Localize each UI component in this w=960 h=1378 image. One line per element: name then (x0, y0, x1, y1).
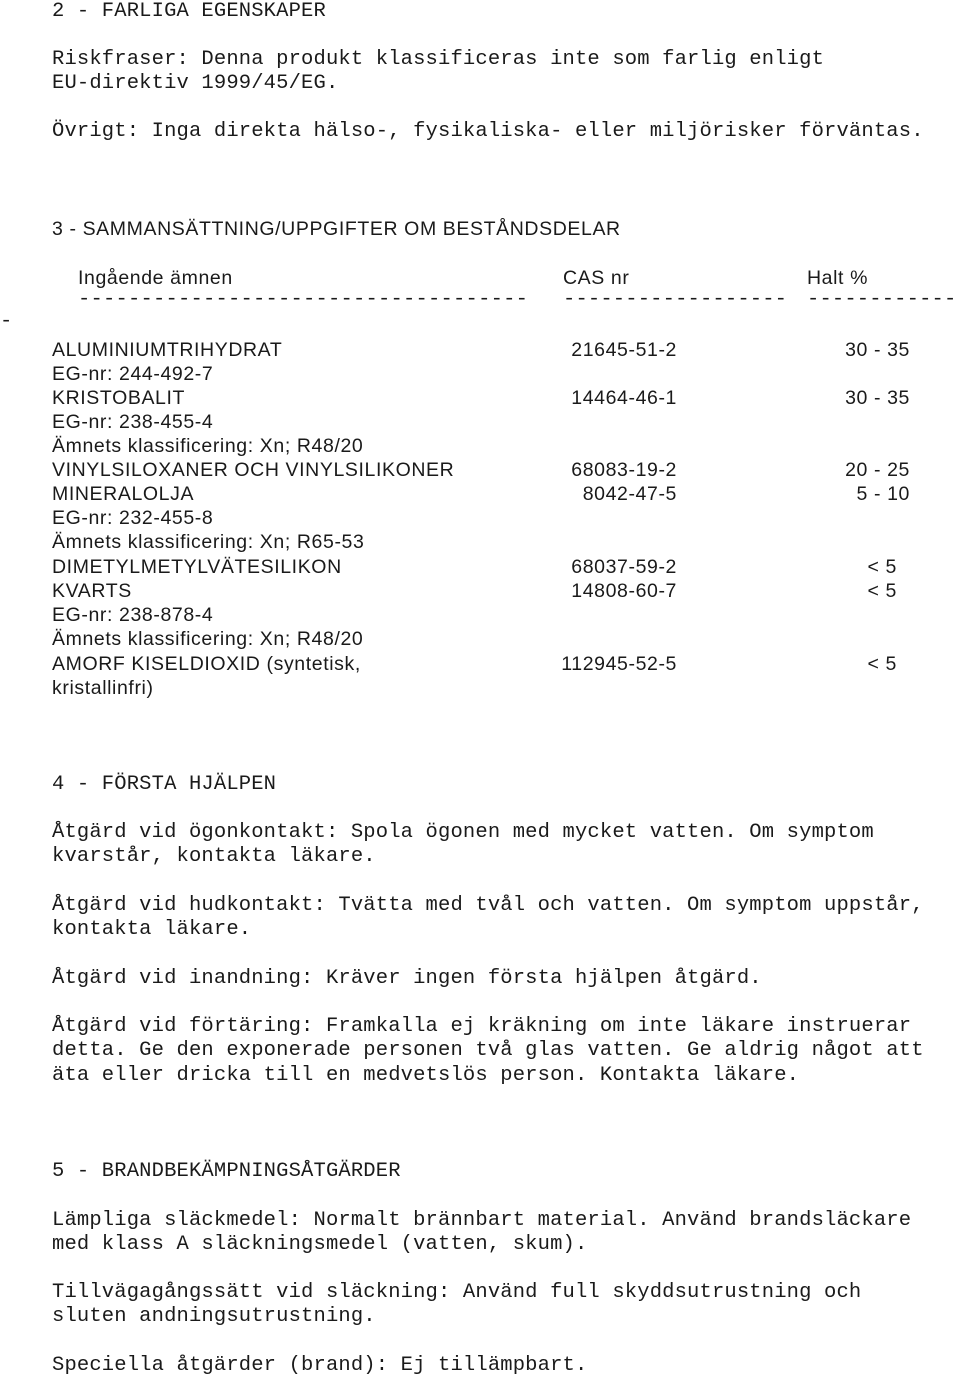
ingestion-line-2: detta. Ge den exponerade personen två glas vatten. Ge aldrig något att (52, 1039, 924, 1062)
ingredient-name: Ämnets klassificering: Xn; R65-53 (52, 531, 365, 553)
cas-number: 112945-52-5 (561, 653, 677, 675)
skin-contact-line-1: Åtgärd vid hudkontakt: Tvätta med tvål och vatten. Om symptom uppstår, (52, 894, 924, 917)
ingredient-name: EG-nr: 244-492-7 (52, 363, 214, 385)
cas-number: 8042-47-5 (582, 483, 677, 505)
extinguishing-media-line-2: med klass A släckningsmedel (vatten, skum). (52, 1233, 588, 1256)
cas-number: 14464-46-1 (571, 387, 677, 409)
concentration: < 5 (867, 653, 897, 675)
section-4-heading: 4 - FÖRSTA HJÄLPEN (52, 773, 277, 796)
header-rule-cas: ------------------ (563, 288, 788, 311)
column-header-ingredients: Ingående ämnen (78, 267, 233, 289)
extinguishing-media-line-1: Lämpliga släckmedel: Normalt brännbart material. Använd brandsläckare (52, 1209, 912, 1232)
skin-contact-line-2: kontakta läkare. (52, 918, 252, 941)
eye-contact-line-2: kvarstår, kontakta läkare. (52, 845, 376, 868)
concentration: 5 - 10 (856, 483, 910, 505)
eye-contact-line-1: Åtgärd vid ögonkontakt: Spola ögonen med mycket vatten. Om symptom (52, 821, 874, 844)
ingredient-name: KRISTOBALIT (52, 387, 186, 409)
ingredient-name: MINERALOLJA (52, 483, 195, 505)
risk-phrases-line-2: EU-direktiv 1999/45/EG. (52, 72, 339, 95)
column-header-cas: CAS nr (563, 267, 630, 289)
ingestion-line-1: Åtgärd vid förtäring: Framkalla ej kräkning om inte läkare instruerar (52, 1015, 912, 1038)
firefighting-procedure-line-1: Tillvägagångssätt vid släckning: Använd full skyddsutrustning och (52, 1281, 862, 1304)
ingredient-name: VINYLSILOXANER OCH VINYLSILIKONER (52, 459, 455, 481)
ingredient-name: EG-nr: 232-455-8 (52, 507, 214, 529)
ingredient-name: DIMETYLMETYLVÄTESILIKON (52, 556, 342, 578)
ingredient-name: KVARTS (52, 580, 132, 602)
section-5-heading: 5 - BRANDBEKÄMPNINGSÅTGÄRDER (52, 1160, 401, 1183)
column-header-halt: Halt % (807, 267, 869, 289)
risk-phrases-line-1: Riskfraser: Denna produkt klassificeras inte som farlig enligt (52, 48, 825, 71)
ingredient-name: EG-nr: 238-878-4 (52, 604, 214, 626)
cas-number: 14808-60-7 (571, 580, 677, 602)
special-measures-line-1: Speciella åtgärder (brand): Ej tillämpbart. (52, 1354, 588, 1377)
concentration: < 5 (867, 580, 897, 602)
cas-number: 21645-51-2 (571, 339, 677, 361)
ingredient-name: kristallinfri) (52, 677, 154, 699)
cas-number: 68083-19-2 (571, 459, 677, 481)
header-rule-wrap: - (0, 310, 13, 333)
firefighting-procedure-line-2: sluten andningsutrustning. (52, 1305, 376, 1328)
concentration: 20 - 25 (845, 459, 910, 481)
section-2-heading: 2 - FARLIGA EGENSKAPER (52, 0, 326, 23)
cas-number: 68037-59-2 (571, 556, 677, 578)
ingredient-name: Ämnets klassificering: Xn; R48/20 (52, 435, 364, 457)
ingredient-name: EG-nr: 238-455-4 (52, 411, 214, 433)
inhalation-line-1: Åtgärd vid inandning: Kräver ingen första hjälpen åtgärd. (52, 967, 762, 990)
other-hazards: Övrigt: Inga direkta hälso-, fysikaliska- eller miljörisker förväntas. (52, 120, 924, 143)
section-3-heading: 3 - SAMMANSÄTTNING/UPPGIFTER OM BESTÅNDSDELAR (52, 218, 621, 240)
ingredient-name: AMORF KISELDIOXID (syntetisk, (52, 653, 361, 675)
concentration: 30 - 35 (845, 387, 910, 409)
header-rule-halt: ------------ (807, 288, 957, 311)
ingredient-name: ALUMINIUMTRIHYDRAT (52, 339, 283, 361)
ingredient-name: Ämnets klassificering: Xn; R48/20 (52, 628, 364, 650)
header-rule-ingredients: ------------------------------------ (78, 288, 529, 311)
concentration: < 5 (867, 556, 897, 578)
ingestion-line-3: äta eller dricka till en medvetslös person. Kontakta läkare. (52, 1064, 800, 1087)
concentration: 30 - 35 (845, 339, 910, 361)
